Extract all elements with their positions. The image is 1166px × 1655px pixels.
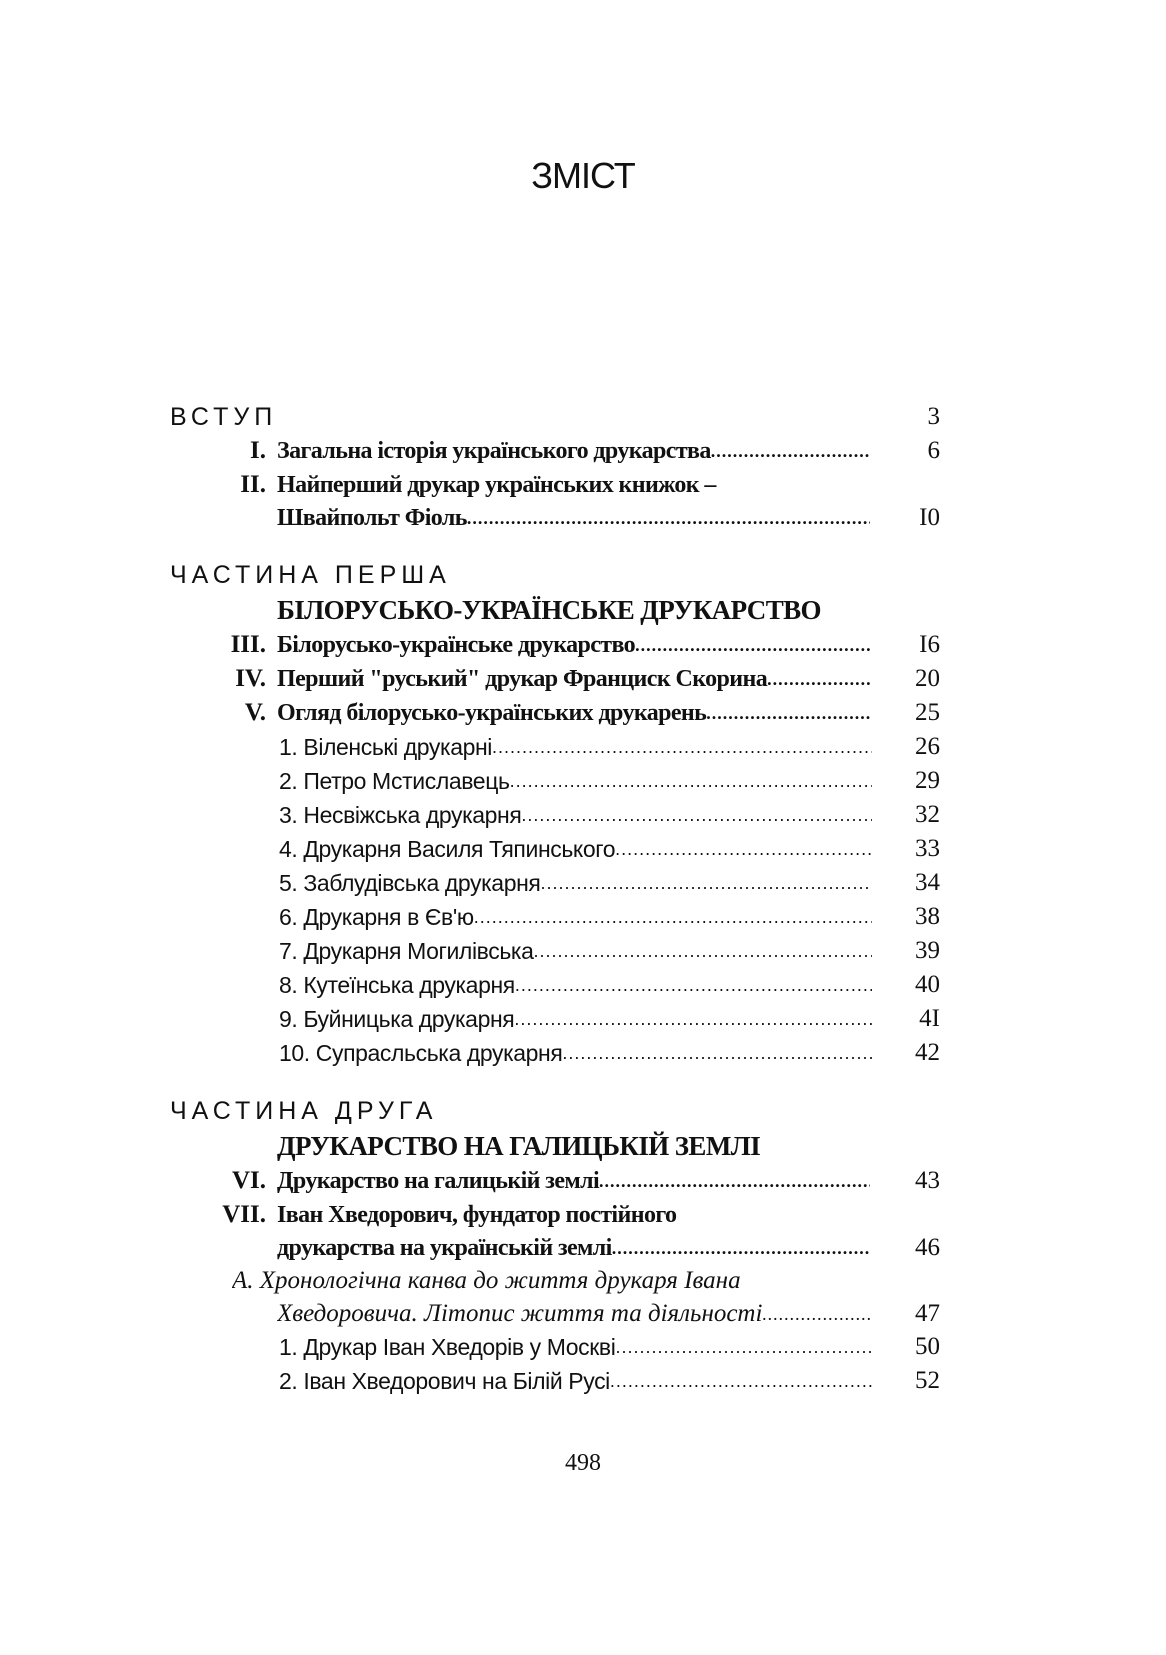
entry-title bbox=[277, 1198, 870, 1232]
toc-entry[interactable] bbox=[170, 502, 950, 534]
leader-dots bbox=[562, 1036, 872, 1070]
toc-entry[interactable] bbox=[170, 764, 950, 798]
toc-entry[interactable] bbox=[170, 1198, 950, 1232]
part-heading bbox=[170, 400, 950, 434]
entry-text: Друкарство на галицькій землі bbox=[277, 1168, 600, 1194]
part-label: ЧАСТИНА ПЕРША bbox=[170, 561, 451, 589]
part-label: ЧАСТИНА ДРУГА bbox=[170, 1097, 438, 1125]
entry-text: Швайпольт Фіоль bbox=[277, 505, 467, 531]
toc-entry[interactable] bbox=[170, 866, 950, 900]
leader-dots bbox=[515, 968, 872, 1002]
page-ref: 29 bbox=[915, 767, 940, 794]
entry-text: друкарства на українській землі bbox=[277, 1235, 612, 1261]
toc-entry[interactable] bbox=[170, 934, 950, 968]
page-ref: I6 bbox=[919, 631, 940, 658]
page-ref: 46 bbox=[915, 1234, 940, 1261]
section-heading: БІЛОРУСЬКО-УКРАЇНСЬКЕ ДРУКАРСТВО bbox=[277, 595, 821, 625]
entry-title bbox=[279, 1036, 872, 1070]
entry-title bbox=[277, 502, 870, 534]
entry-title bbox=[279, 866, 872, 900]
entry-text: 3. Несвіжська друкарня bbox=[279, 802, 522, 828]
page-ref: 4I bbox=[919, 1005, 940, 1032]
page-ref: 34 bbox=[915, 869, 940, 896]
page-ref: 33 bbox=[915, 835, 940, 862]
entry-title bbox=[279, 832, 872, 866]
entry-text: 8. Кутеїнська друкарня bbox=[279, 972, 515, 998]
toc-entry[interactable] bbox=[170, 434, 950, 468]
toc-entry[interactable] bbox=[170, 1036, 950, 1070]
entry-text: Іван Хведорович, фундатор постійного bbox=[277, 1202, 677, 1228]
page-ref: 26 bbox=[915, 733, 940, 760]
entry-title bbox=[279, 1330, 872, 1364]
leader-dots bbox=[599, 1164, 870, 1198]
entry-title bbox=[279, 1002, 872, 1036]
entry-text: Хведоровича. Літопис життя та діяльності bbox=[277, 1300, 763, 1327]
entry-text: Огляд білорусько-українських друкарень bbox=[277, 700, 707, 726]
toc-entry[interactable] bbox=[170, 1264, 950, 1298]
entry-text: 7. Друкарня Могилівська bbox=[279, 938, 534, 964]
toc-entry[interactable] bbox=[170, 696, 950, 730]
page-title: ЗМІСТ bbox=[531, 155, 635, 196]
entry-title bbox=[279, 1364, 872, 1398]
page-ref: 52 bbox=[915, 1367, 940, 1394]
toc-entry[interactable] bbox=[170, 1164, 950, 1198]
chapter-numeral: II. bbox=[240, 471, 266, 498]
page-ref: 50 bbox=[915, 1333, 940, 1360]
page-ref: 43 bbox=[915, 1167, 940, 1194]
entry-text: Білорусько-українське друкарство bbox=[277, 632, 636, 658]
toc-entry[interactable] bbox=[170, 1364, 950, 1398]
entry-text: 9. Буйницька друкарня bbox=[279, 1006, 515, 1032]
leader-dots bbox=[540, 866, 872, 900]
toc-entry[interactable] bbox=[170, 1232, 950, 1264]
entry-title bbox=[277, 468, 870, 502]
leader-dots bbox=[615, 832, 872, 866]
entry-title bbox=[279, 798, 872, 832]
entry-title bbox=[277, 1298, 870, 1330]
leader-dots bbox=[492, 730, 872, 764]
page-ref: 25 bbox=[915, 699, 940, 726]
chapter-numeral: VII. bbox=[222, 1201, 266, 1228]
leader-dots bbox=[612, 1232, 870, 1264]
page-ref: 47 bbox=[915, 1300, 940, 1327]
entry-title bbox=[232, 1264, 825, 1298]
entry-title bbox=[277, 662, 870, 696]
entry-title bbox=[279, 730, 872, 764]
entry-title bbox=[277, 696, 870, 730]
table-of-contents bbox=[170, 400, 950, 1398]
toc-entry[interactable] bbox=[170, 798, 950, 832]
toc-entry[interactable] bbox=[170, 730, 950, 764]
entry-text: 1. Віленські друкарні bbox=[279, 734, 492, 760]
part-label: ВСТУП bbox=[170, 403, 278, 431]
leader-dots bbox=[510, 764, 872, 798]
chapter-numeral: VI. bbox=[231, 1167, 266, 1194]
leader-dots bbox=[706, 696, 870, 730]
section-heading: ДРУКАРСТВО НА ГАЛИЦЬКІЙ ЗЕМЛІ bbox=[277, 1131, 761, 1161]
leader-dots bbox=[615, 1330, 872, 1364]
chapter-numeral: V. bbox=[244, 699, 266, 726]
toc-entry[interactable] bbox=[170, 1330, 950, 1364]
toc-entry[interactable] bbox=[170, 900, 950, 934]
leader-dots bbox=[467, 502, 870, 534]
entry-text: 4. Друкарня Василя Тяпинського bbox=[279, 836, 616, 862]
entry-text: 2. Іван Хведорович на Білій Русі bbox=[279, 1368, 610, 1394]
leader-dots bbox=[635, 628, 870, 662]
chapter-numeral: III. bbox=[230, 631, 266, 658]
entry-text: 6. Друкарня в Єв'ю bbox=[279, 904, 474, 930]
entry-title bbox=[279, 764, 872, 798]
page-ref: 32 bbox=[915, 801, 940, 828]
entry-text: 1. Друкар Іван Хведорів у Москві bbox=[279, 1334, 616, 1360]
entry-title bbox=[277, 628, 870, 662]
toc-entry[interactable] bbox=[170, 832, 950, 866]
entry-title bbox=[279, 900, 872, 934]
entry-title bbox=[279, 934, 872, 968]
leader-dots bbox=[521, 798, 872, 832]
toc-entry[interactable] bbox=[170, 1002, 950, 1036]
page-ref: 40 bbox=[915, 971, 940, 998]
page-ref: 39 bbox=[915, 937, 940, 964]
part-heading bbox=[170, 1094, 950, 1128]
entry-title bbox=[277, 434, 870, 468]
page-ref: 20 bbox=[915, 665, 940, 692]
toc-entry[interactable] bbox=[170, 1298, 950, 1330]
page-ref: 6 bbox=[927, 437, 940, 464]
leader-dots bbox=[474, 900, 872, 934]
chapter-numeral: I. bbox=[250, 437, 266, 464]
page-ref: I0 bbox=[919, 504, 940, 531]
entry-text: Найперший друкар українських книжок – bbox=[277, 472, 716, 498]
leader-dots bbox=[514, 1002, 872, 1036]
entry-title bbox=[279, 968, 872, 1002]
leader-dots bbox=[533, 934, 872, 968]
page-ref: 3 bbox=[927, 403, 940, 430]
entry-title bbox=[277, 1164, 870, 1198]
entry-text: Перший "руський" друкар Франциск Скорина bbox=[277, 666, 768, 692]
entry-text: Загальна історія українського друкарства bbox=[277, 438, 711, 464]
chapter-numeral: IV. bbox=[235, 665, 266, 692]
toc-entry[interactable] bbox=[170, 468, 950, 502]
leader-dots bbox=[610, 1364, 872, 1398]
toc-entry[interactable] bbox=[170, 662, 950, 696]
entry-text: 5. Заблудівська друкарня bbox=[279, 870, 541, 896]
part-heading bbox=[170, 558, 950, 592]
toc-entry[interactable] bbox=[170, 628, 950, 662]
entry-title bbox=[277, 1232, 870, 1264]
leader-dots bbox=[711, 434, 870, 468]
page-ref: 38 bbox=[915, 903, 940, 930]
page-number: 498 bbox=[565, 1450, 601, 1476]
entry-text: 2. Петро Мстиславець bbox=[279, 768, 510, 794]
entry-text: 10. Супрасльська друкарня bbox=[279, 1040, 563, 1066]
toc-entry[interactable] bbox=[170, 968, 950, 1002]
leader-dots bbox=[767, 662, 870, 696]
leader-dots bbox=[762, 1298, 870, 1330]
page-ref: 42 bbox=[915, 1039, 940, 1066]
entry-text: А. Хронологічна канва до життя друкаря Івана bbox=[232, 1267, 741, 1294]
